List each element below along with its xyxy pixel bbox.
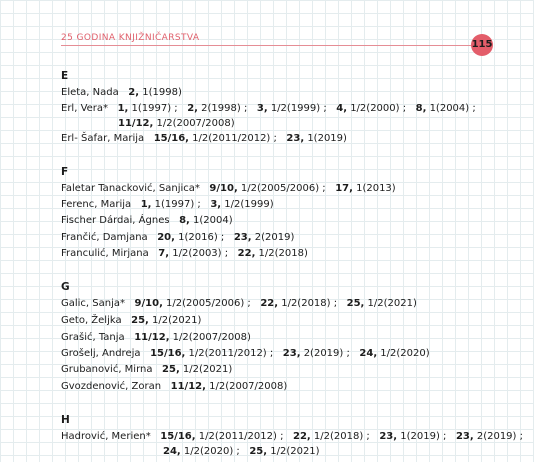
issue-year: 1/2(2007/2008) [169,332,251,343]
volume-number: 17, [335,183,353,194]
index-entry [61,314,201,328]
issue-year: 1/2(2007/2008) [205,381,288,392]
issue-year: 1/2(2021) [148,315,202,326]
volume-number: 9/10, [134,298,163,309]
author-name: Grubanović, Mirna [61,364,163,375]
author-name: Faletar Tanacković, Sanjica* [61,183,210,194]
issue-year: 1/2(1999) ; [267,103,337,114]
volume-number: 24, [163,446,181,457]
index-entry [61,331,251,345]
issue-year: 1/2(2020) [377,348,430,359]
issue-year: 1/2(2003) ; [169,248,238,259]
section-letter-g: G [61,281,70,293]
issue-year: 1/2(2011/2012) ; [195,431,293,442]
volume-number: 9/10, [209,183,238,194]
volume-number: 23, [455,431,474,442]
volume-number: 3, [256,103,268,114]
volume-number: 15/16, [153,133,189,144]
volume-number: 25, [131,315,149,326]
section-letter-h: H [61,414,70,426]
issue-year: 2(2019) ; [300,348,360,359]
volume-number: 7, [158,248,170,259]
issue-year: 1(2019) ; [397,431,456,442]
author-name: Fischer Dárdai, Ágnes [61,215,180,226]
volume-number: 8, [415,103,427,114]
issue-year: 1/2(2007/2008) [153,118,235,129]
author-name: Franculić, Mirjana [61,248,159,259]
header-rule [61,45,481,46]
index-entry [61,231,294,245]
volume-number: 11/12, [134,332,170,343]
index-entry [61,297,417,311]
index-entry [61,86,182,100]
issue-year: 1(1998) [139,87,182,98]
volume-number: 15/16, [150,348,186,359]
index-entry [61,363,232,377]
author-name: Ferenc, Marija [61,199,141,210]
issue-year: 1(2016) ; [174,232,234,243]
issue-year: 1(1997) ; [128,103,188,114]
volume-number: 23, [379,431,398,442]
issue-year: 1(2013) [352,183,396,194]
issue-year: 2(1998) ; [197,103,257,114]
index-entry [61,347,430,361]
issue-year: 1/2(2018) ; [310,431,380,442]
volume-number: 11/12, [170,381,206,392]
volume-number: 2, [128,87,140,98]
issue-year: 1(2019) [304,133,347,144]
volume-number: 15/16, [160,431,196,442]
issue-year: 1/2(1999) [221,199,274,210]
volume-number: 22, [293,431,311,442]
volume-number: 23, [282,348,301,359]
volume-number: 25, [346,298,365,309]
volume-number: 23, [286,133,305,144]
volume-number: 1, [117,103,129,114]
index-entry-continuation [118,117,235,131]
index-entry [61,430,523,444]
issue-year: 1/2(2005/2006) ; [162,298,261,309]
volume-number: 4, [336,103,348,114]
author-name: Hadrović, Merien* [61,431,161,442]
author-name: Geto, Željka [61,315,132,326]
running-title: 25 GODINA KNJIŽNIČARSTVA [61,33,200,43]
section-letter-f: F [61,166,69,178]
volume-number: 1, [140,199,152,210]
issue-year: 1/2(2018) ; [278,298,347,309]
issue-year: 1/2(2005/2006) ; [237,183,336,194]
index-entry [61,198,274,212]
author-name: Grašić, Tanja [61,332,135,343]
issue-year: 1/2(2011/2012) ; [188,133,287,144]
volume-number: 23, [233,232,252,243]
issue-year: 1/2(2021) [267,446,320,457]
index-entry [61,182,396,196]
volume-number: 25, [249,446,268,457]
volume-number: 2, [187,103,198,114]
issue-year: 1/2(2020) ; [180,446,250,457]
index-entry [61,102,476,116]
volume-number: 22, [260,298,279,309]
volume-number: 20, [157,232,175,243]
issue-year: 1(2004) [189,215,233,226]
index-entry [61,132,347,146]
author-name: Grošelj, Andreja [61,348,151,359]
author-name: Erl, Vera* [61,103,118,114]
index-entry [61,380,287,394]
issue-year: 1/2(2018) [255,248,308,259]
author-name: Erl- Šafar, Marija [61,133,154,144]
issue-year: 1/2(2021) [364,298,417,309]
volume-number: 8, [179,215,190,226]
issue-year: 1(2004) ; [426,103,476,114]
author-name: Gvozdenović, Zoran [61,381,171,392]
volume-number: 24, [359,348,378,359]
issue-year: 1/2(2000) ; [347,103,416,114]
issue-year: 2(2019) [251,232,295,243]
page-number: 115 [471,34,493,56]
author-name: Frančić, Damjana [61,232,158,243]
volume-number: 25, [162,364,180,375]
volume-number: 22, [237,248,256,259]
issue-year: 1/2(2011/2012) ; [185,348,283,359]
issue-year: 2(2019) ; [473,431,523,442]
volume-number: 11/12, [118,118,154,129]
index-entry-continuation [163,445,320,459]
author-name: Galic, Sanja* [61,298,135,309]
author-name: Eleta, Nada [61,87,129,98]
index-entry [61,247,308,261]
issue-year: 1(1997) ; [151,199,211,210]
issue-year: 1/2(2021) [179,364,233,375]
index-entry [61,214,233,228]
section-letter-e: E [61,70,69,82]
volume-number: 3, [210,199,222,210]
